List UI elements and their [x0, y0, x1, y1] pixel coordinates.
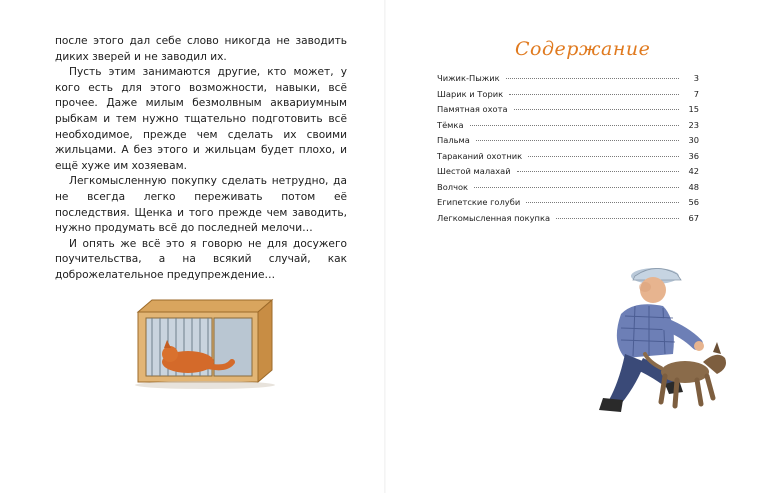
toc-entry-page: 67	[688, 212, 699, 223]
toc-entry-title: Легкомысленная покупка	[437, 212, 551, 223]
toc-leader-dots	[470, 125, 679, 126]
paragraph: после этого дал себе слово никогда не заводить диких зверей и не заводил их.	[55, 35, 347, 63]
toc-entry[interactable]	[437, 213, 699, 229]
body-text	[55, 34, 347, 284]
toc-entry-title: Пальма	[437, 135, 470, 145]
toc-entry[interactable]	[437, 120, 699, 136]
paragraph: И опять же всё это я говорю не для досужего поучительства, а на всякий случай, как доброжелательное предупреждение…	[55, 237, 347, 281]
toc-leader-dots	[528, 156, 679, 157]
toc-entry-title: Волчок	[437, 181, 469, 192]
toc-leader-dots	[509, 94, 679, 95]
toc-entry-page: 30	[688, 135, 699, 145]
toc-entry[interactable]	[437, 73, 699, 89]
toc-entry-title: Египетские голуби	[437, 197, 521, 207]
toc-entry-page: 15	[688, 104, 699, 114]
toc-title: Содержание	[515, 38, 651, 60]
toc-leader-dots	[556, 218, 679, 219]
toc-leader-dots	[476, 140, 679, 141]
toc-entry-page: 56	[688, 197, 699, 207]
toc-entry-title: Тараканий охотник	[437, 150, 523, 161]
toc-leader-dots	[474, 187, 679, 188]
toc-entry[interactable]	[437, 89, 699, 105]
table-of-contents	[437, 73, 699, 228]
toc-entry[interactable]	[437, 197, 699, 213]
toc-entry-title: Тёмка	[437, 119, 464, 130]
boy-with-dog-illustration	[585, 262, 735, 426]
toc-entry-title: Шестой малахай	[437, 166, 511, 176]
toc-entry-page: 7	[693, 88, 699, 99]
toc-leader-dots	[517, 171, 679, 172]
right-page	[385, 0, 770, 493]
toc-entry-page: 23	[688, 119, 699, 130]
toc-entry-title: Чижик-Пыжик	[437, 73, 500, 83]
paragraph: Пусть этим занимаются другие, кто может, у кого есть для этого возможности, навыки, всё прочее. Даже милым безмолвным аквариумным рыбкам и тем нужно тщательно подготовить всё необходимое, прежде чем сделать их своими жильцами. А без этого и жильцам будет плохо, и ещё хуже им хозяевам.	[55, 66, 347, 172]
toc-entry-page: 3	[693, 73, 699, 83]
toc-entry[interactable]	[437, 104, 699, 120]
toc-entry[interactable]	[437, 166, 699, 182]
toc-entry-title: Памятная охота	[437, 104, 508, 114]
toc-entry[interactable]	[437, 151, 699, 167]
toc-entry-page: 42	[688, 166, 699, 176]
toc-entry[interactable]	[437, 182, 699, 198]
toc-leader-dots	[526, 202, 679, 203]
toc-entry-title: Шарик и Торик	[437, 88, 504, 99]
paragraph: Легкомысленную покупку сделать нетрудно, да не всегда легко переживать потом её последствия. Щенка и того прежде чем заводить, нужно продумать всё до последней мелочи…	[55, 175, 347, 235]
toc-entry-page: 36	[688, 150, 699, 161]
toc-entry-page: 48	[688, 181, 699, 192]
toc-leader-dots	[514, 109, 679, 110]
crate-illustration	[130, 290, 280, 394]
toc-entry[interactable]	[437, 135, 699, 151]
toc-leader-dots	[506, 78, 679, 79]
